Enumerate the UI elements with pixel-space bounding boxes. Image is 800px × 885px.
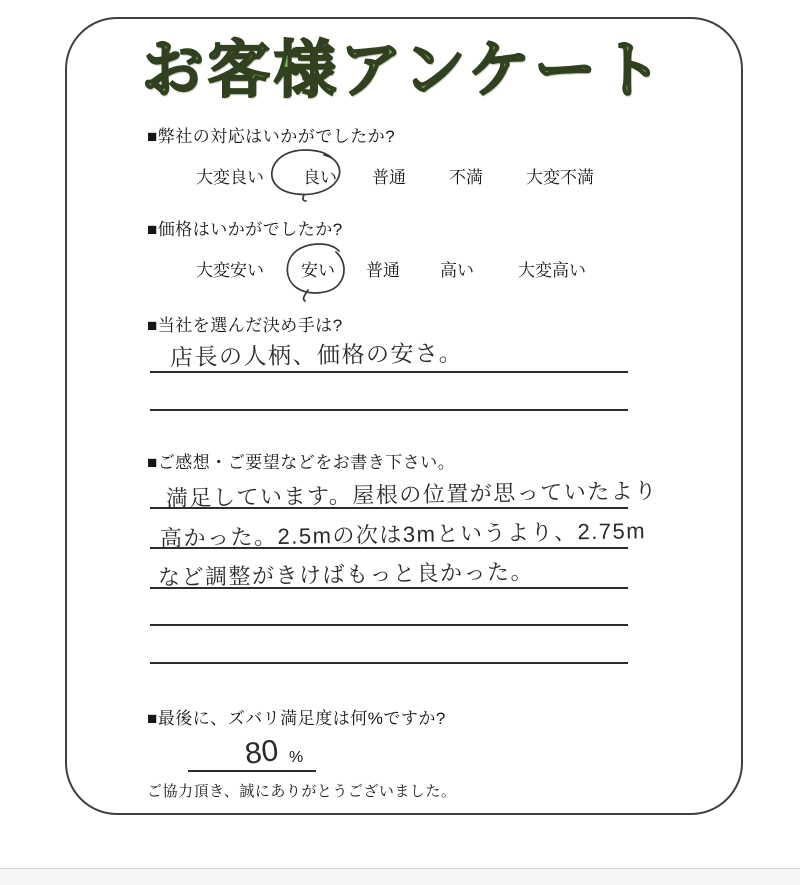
q4-answer-line-3 [150, 587, 628, 589]
q1-option-very-dissatisfied: 大変不満 [526, 168, 594, 187]
q2-handwritten-selection-circle [281, 240, 355, 302]
q2-option-cheap: 安い [301, 261, 335, 280]
question-4-heading: ■ご感想・ご要望などをお書き下さい。 [147, 453, 456, 472]
q4-answer-line-5 [150, 662, 628, 664]
q2-option-expensive: 高い [440, 261, 474, 280]
q4-answer-line-1 [150, 507, 628, 509]
q2-option-normal: 普通 [366, 261, 400, 280]
q3-handwritten-answer: 店長の人柄、価格の安さ。 [169, 339, 464, 371]
q3-answer-line-2 [150, 409, 628, 411]
question-5-heading: ■最後に、ズバリ満足度は何%ですか? [147, 709, 446, 728]
q4-handwritten-answer-line-3: など調整がきけばもっと良かった。 [157, 559, 535, 590]
question-3-heading: ■当社を選んだ決め手は? [147, 316, 343, 335]
q1-option-dissatisfied: 不満 [449, 168, 483, 187]
q3-answer-line-1 [150, 371, 628, 373]
percent-label: % [289, 749, 304, 766]
scan-edge-area [0, 869, 800, 885]
q2-option-very-expensive: 大変高い [518, 261, 586, 280]
satisfaction-handwritten-value: 80 [243, 734, 281, 771]
q4-answer-line-4 [150, 624, 628, 626]
question-1-heading: ■弊社の対応はいかがでしたか? [147, 127, 396, 146]
thank-you-note: ご協力頂き、誠にありがとうございました。 [147, 783, 457, 800]
q4-handwritten-answer-line-1: 満足しています。屋根の位置が思っていたより [165, 478, 658, 511]
q1-option-very-good: 大変良い [196, 168, 264, 187]
q4-handwritten-answer-line-2: 高かった。2.5mの次は3mというより、2.75m [159, 518, 647, 551]
form-title: お客様アンケート [141, 36, 667, 105]
satisfaction-answer-line [188, 770, 316, 772]
q2-option-very-cheap: 大変安い [196, 261, 264, 280]
question-2-heading: ■価格はいかがでしたか? [147, 220, 343, 239]
q4-answer-line-2 [150, 547, 628, 549]
q1-handwritten-selection-circle [266, 146, 348, 204]
q1-option-good: 良い [303, 168, 337, 187]
q1-option-normal: 普通 [372, 168, 406, 187]
